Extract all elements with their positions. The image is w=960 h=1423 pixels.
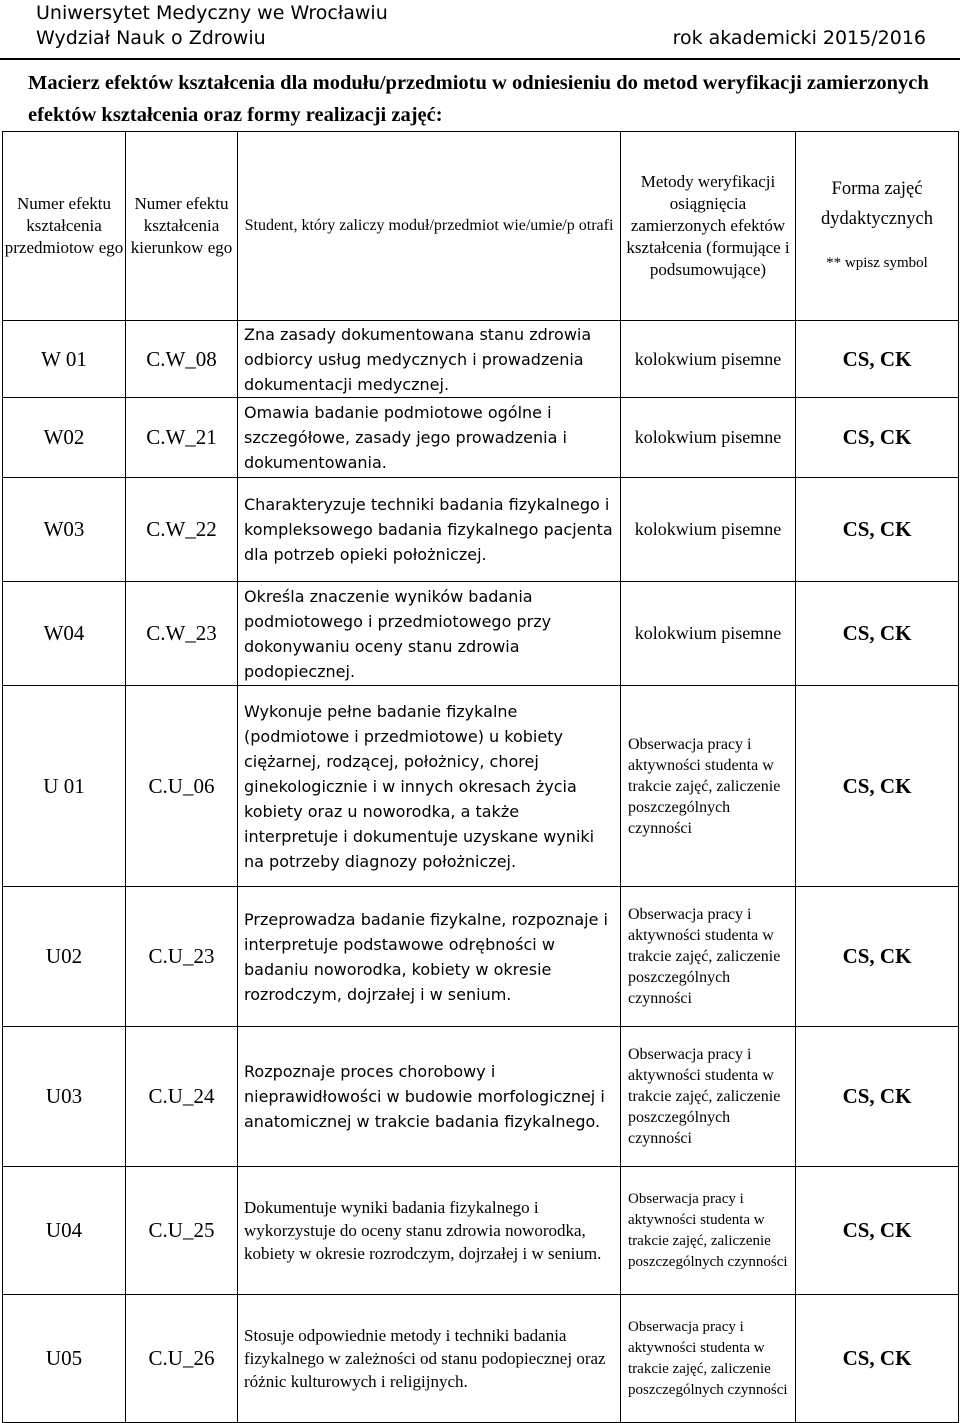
row-form: CS, CK — [796, 887, 959, 1027]
row-method: Obserwacja pracy i aktywności studenta w trakcie zajęć, zaliczenie poszczególnych czynności — [621, 887, 796, 1027]
table-header-row — [3, 132, 959, 321]
row-form: CS, CK — [796, 686, 959, 887]
row-subject-effect: W04 — [3, 582, 126, 686]
row-form: CS, CK — [796, 478, 959, 582]
row-subject-effect: W 01 — [3, 321, 126, 398]
row-method: kolokwium pisemne — [621, 321, 796, 398]
row-subject-effect: W02 — [3, 398, 126, 478]
row-field-effect: C.W_22 — [126, 478, 238, 582]
page-header — [0, 0, 960, 57]
university-name: Uniwersytet Medyczny we Wrocławiu — [36, 2, 388, 24]
row-subject-effect: U04 — [3, 1167, 126, 1295]
row-field-effect: C.W_08 — [126, 321, 238, 398]
row-description: Omawia badanie podmiotowe ogólne i szczegółowe, zasady jego prowadzenia i dokumentowania. — [238, 398, 621, 478]
row-description: Przeprowadza badanie fizykalne, rozpoznaje i interpretuje podstawowe odrębności w badaniu noworodka, kobiety w okresie rozrodczym, dojrzałej i w senium. — [238, 887, 621, 1027]
row-method: Obserwacja pracy i aktywności studenta w trakcie zajęć, zaliczenie poszczególnych czynności — [621, 1167, 796, 1295]
table-row — [3, 1027, 959, 1167]
row-subject-effect: U05 — [3, 1295, 126, 1423]
row-description: Zna zasady dokumentowana stanu zdrowia odbiorcy usług medycznych i prowadzenia dokumentacji medycznej. — [238, 321, 621, 398]
row-field-effect: C.U_23 — [126, 887, 238, 1027]
form-header-note: ** wpisz symbol — [826, 255, 928, 271]
row-description: Dokumentuje wyniki badania fizykalnego i wykorzystuje do oceny stanu zdrowia noworodka, kobiety w okresie rozrodczym, dojrzałej i w senium. — [238, 1167, 621, 1295]
col-header-form — [796, 132, 959, 321]
row-field-effect: C.U_25 — [126, 1167, 238, 1295]
row-field-effect: C.U_24 — [126, 1027, 238, 1167]
col-header-methods: Metody weryfikacji osiągnięcia zamierzonych efektów kształcenia (formujące i podsumowujące) — [621, 132, 796, 321]
row-method: kolokwium pisemne — [621, 582, 796, 686]
row-description: Charakteryzuje techniki badania fizykalnego i kompleksowego badania fizykalnego pacjenta dla potrzeb opieki położniczej. — [238, 478, 621, 582]
row-form: CS, CK — [796, 398, 959, 478]
header-divider — [0, 58, 960, 60]
row-field-effect: C.U_26 — [126, 1295, 238, 1423]
row-description: Rozpoznaje proces chorobowy i nieprawidłowości w budowie morfologicznej i anatomicznej w trakcie badania fizykalnego. — [238, 1027, 621, 1167]
row-subject-effect: W03 — [3, 478, 126, 582]
col-header-student: Student, który zaliczy moduł/przedmiot wie/umie/p otrafi — [238, 132, 621, 321]
table-row — [3, 582, 959, 686]
form-header-label: Forma zajęć dydaktycznych — [821, 179, 933, 229]
table-row — [3, 1295, 959, 1423]
row-method: Obserwacja pracy i aktywności studenta w trakcie zajęć, zaliczenie poszczególnych czynności — [621, 1027, 796, 1167]
academic-year: rok akademicki 2015/2016 — [672, 27, 926, 49]
row-form: CS, CK — [796, 1167, 959, 1295]
col-header-field-effect: Numer efektu kształcenia kierunkow ego — [126, 132, 238, 321]
table-row — [3, 686, 959, 887]
table-row — [3, 1167, 959, 1295]
col-header-subject-effect: Numer efektu kształcenia przedmiotow ego — [3, 132, 126, 321]
row-description: Stosuje odpowiednie metody i techniki badania fizykalnego w zależności od stanu podopiecznej oraz różnic kulturowych i religijnych. — [238, 1295, 621, 1423]
matrix-title: Macierz efektów kształcenia dla modułu/przedmiotu w odniesieniu do metod weryfikacji zamierzonych efektów kształcenia oraz formy realizacji zajęć: — [28, 72, 929, 126]
row-subject-effect: U02 — [3, 887, 126, 1027]
table-row — [3, 478, 959, 582]
row-description: Wykonuje pełne badanie fizykalne (podmiotowe i przedmiotowe) u kobiety ciężarnej, rodzącej, położnicy, chorej ginekologicznie i w innych okresach życia kobiety oraz u noworodka, a także interpretuje i dokumentuje uzyskane wyniki na potrzeby diagnozy położniczej. — [238, 686, 621, 887]
row-form: CS, CK — [796, 321, 959, 398]
row-description: Określa znaczenie wyników badania podmiotowego i przedmiotowego przy dokonywaniu oceny stanu zdrowia podopiecznej. — [238, 582, 621, 686]
table-row — [3, 887, 959, 1027]
table-row — [3, 321, 959, 398]
row-field-effect: C.U_06 — [126, 686, 238, 887]
row-form: CS, CK — [796, 1027, 959, 1167]
row-subject-effect: U03 — [3, 1027, 126, 1167]
effects-matrix-table — [2, 131, 959, 1423]
row-field-effect: C.W_21 — [126, 398, 238, 478]
row-method: Obserwacja pracy i aktywności studenta w trakcie zajęć, zaliczenie poszczególnych czynności — [621, 686, 796, 887]
faculty-name: Wydział Nauk o Zdrowiu — [36, 27, 266, 49]
row-subject-effect: U 01 — [3, 686, 126, 887]
row-form: CS, CK — [796, 1295, 959, 1423]
row-method: kolokwium pisemne — [621, 478, 796, 582]
row-form: CS, CK — [796, 582, 959, 686]
row-method: kolokwium pisemne — [621, 398, 796, 478]
row-field-effect: C.W_23 — [126, 582, 238, 686]
table-row — [3, 398, 959, 478]
row-method: Obserwacja pracy i aktywności studenta w trakcie zajęć, zaliczenie poszczególnych czynności — [621, 1295, 796, 1423]
